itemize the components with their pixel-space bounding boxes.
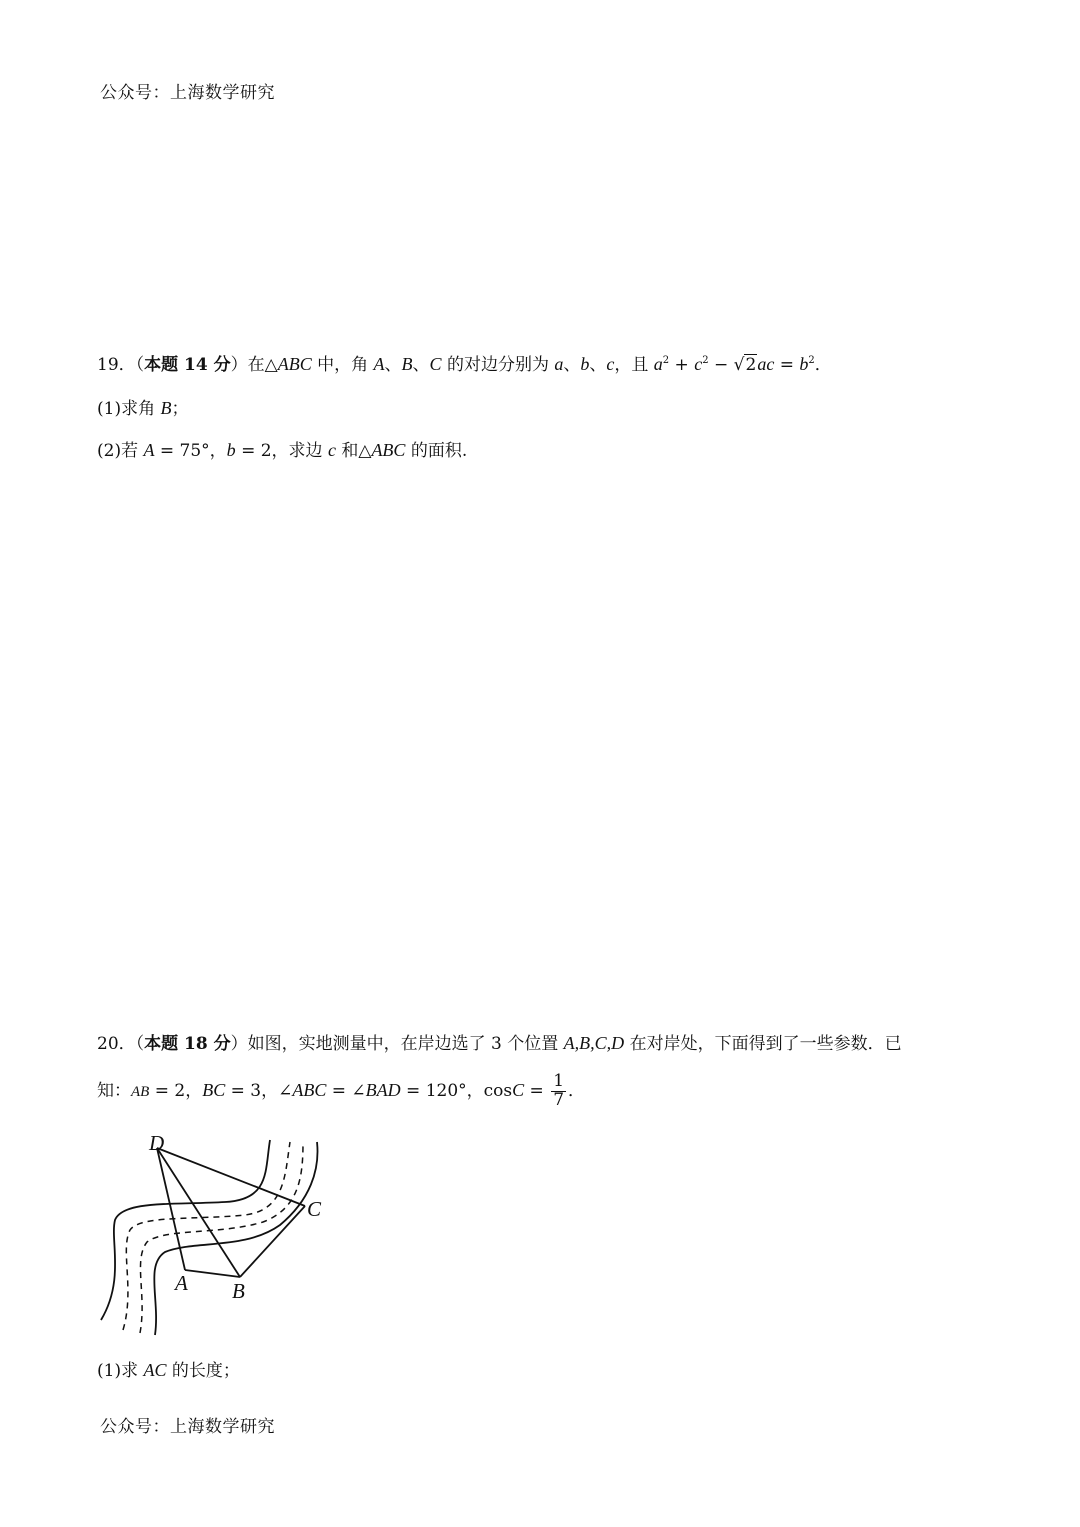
segment-CB (240, 1206, 305, 1277)
segment-AD (157, 1148, 185, 1270)
q19-equation: $a^2 + c^2 - √2ac = b^2$ (653, 354, 815, 375)
segment-BA (185, 1270, 240, 1277)
q20-stem: 20．（本题 18 分）如图，实地测量中，在岸边选了 3 个位置 A,B,C,D 在对岸处，下面得到了一些参数．已 (97, 1033, 902, 1054)
q20-given: 知：AB = 2，BC = 3，∠ABC = ∠BAD = 120°，cosC = $\frac{1}{7}$ ． (97, 1071, 586, 1110)
q19-part2: (2)若 A = 75°，b = 2，求边 c 和△ABC 的面积. (97, 440, 468, 461)
right-bank-line (154, 1142, 317, 1335)
segment-DC (157, 1148, 305, 1206)
q19-part1: (1)求角 B； (97, 398, 189, 419)
page-footer: 公众号：上海数学研究 (100, 1417, 275, 1437)
label-D: D (149, 1131, 165, 1155)
segment-DB (157, 1148, 240, 1277)
river-survey-figure (95, 1130, 335, 1345)
q20-part1: (1)求 AC 的长度； (97, 1360, 240, 1381)
q20-score: 本题 18 分 (144, 1034, 231, 1054)
q19-score: 本题 14 分 (144, 355, 231, 375)
fraction-one-seventh: $\frac{1}{7}$ (553, 1071, 565, 1110)
label-B: B (232, 1279, 245, 1303)
label-C: C (307, 1197, 322, 1221)
dashed-line-2 (140, 1142, 303, 1333)
page-header: 公众号：上海数学研究 (100, 83, 275, 103)
q19-stem: 19．（本题 14 分）在△ABC 中，角 A、B、C 的对边分别为 a、b、c，且 $a^2 + c^2 - √2ac = b^2$． (97, 354, 832, 375)
label-A: A (175, 1271, 188, 1295)
